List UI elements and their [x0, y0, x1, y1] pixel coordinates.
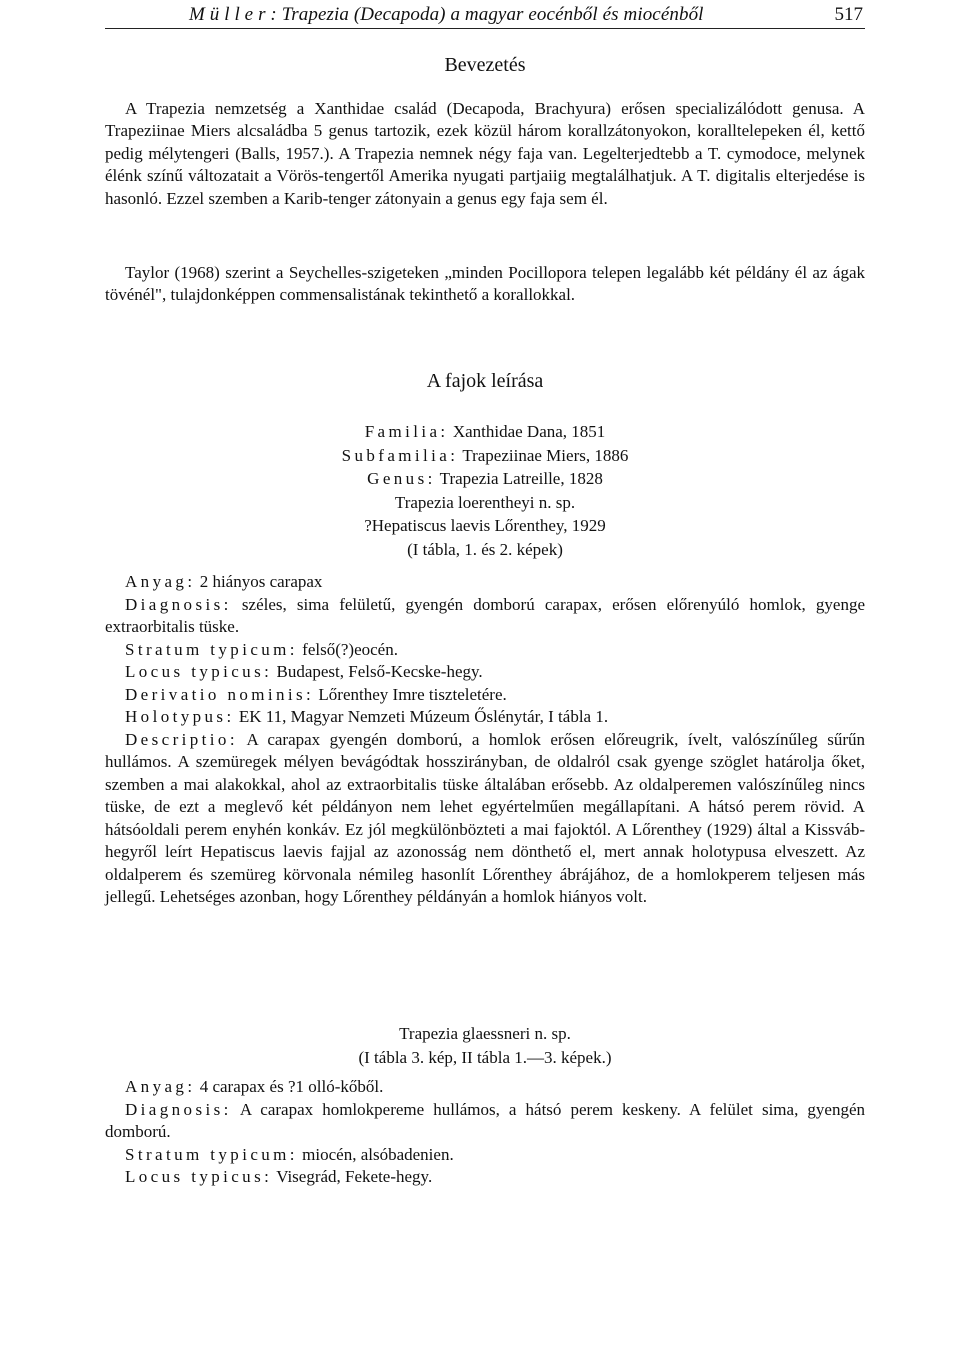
species-2-header — [105, 1022, 865, 1069]
familia-line: Familia: Xanthidae Dana, 1851 — [364, 422, 606, 441]
subfamilia-line: Subfamilia: Trapeziinae Miers, 1886 — [341, 445, 629, 465]
species-1-locus: Locus typicus: Budapest, Felső-Kecske-hegy. — [125, 662, 483, 681]
species-1-name: Trapezia loerentheyi n. sp. — [394, 492, 576, 512]
intro-paragraph-1: A Trapezia nemzetség a Xanthidae család (Decapoda, Brachyura) erősen specializálódott genusa. A Trapeziinae Miers alcsaládba 5 genus tartozik, ezek közül három korallzátonyokon, koralltelepeken él, kettő pedig mélytengeri (Balls, 1957.). A Trapezia nemnek négy faja van. Legelterjedtebb a T. cymodoce, melynek élénk színű változatait a Vörös-tengertől Amerika nyugati partjaiig megtalálhatjuk. A T. digitalis elterjedése is hasonló. Ezzel szemben a Karib-tenger zátonyain a genus egy faja sem él. — [105, 99, 865, 208]
running-head-title: M ü l l e r : Trapezia (Decapoda) a magyar eocénből és miocénből — [189, 4, 704, 25]
species-1-derivatio: Derivatio nominis: Lőrenthey Imre tiszteletére. — [125, 684, 507, 704]
species-2-locus: Locus typicus: Visegrád, Fekete-hegy. — [125, 1167, 433, 1186]
species-1-stratum: Stratum typicum: felső(?)eocén. — [125, 639, 398, 659]
genus-line: Genus: Trapezia Latreille, 1828 — [367, 469, 603, 488]
species-2-stratum: Stratum typicum: miocén, alsóbadenien. — [125, 1144, 454, 1164]
species-1-plates: (I tábla, 1. és 2. képek) — [407, 539, 563, 559]
species-1-diagnosis: Diagnosis: széles, sima felületű, gyengén domború carapax, erősen előrenyúló homlok, gyenge extraorbitalis tüske. — [105, 594, 865, 636]
species-1-synonym: ?Hepatiscus laevis Lőrenthey, 1929 — [364, 516, 606, 535]
species-1-fields — [105, 571, 865, 909]
page-number: 517 — [834, 4, 863, 25]
running-head — [105, 2, 865, 29]
taxonomy-block — [105, 420, 865, 561]
intro-paragraph-2: Taylor (1968) szerint a Seychelles-szigeteken „minden Pocillopora telepen legalább két példány él az ágak tövénél", tulajdonképpen commensalistának tekinthető a korallokkal. — [105, 263, 865, 305]
section-heading-fajok: A fajok leírása — [426, 370, 544, 392]
species-2-plates: (I tábla 3. kép, II tábla 1.—3. képek.) — [358, 1047, 612, 1067]
section-heading-bevezetes: Bevezetés — [444, 54, 526, 76]
species-2-diagnosis: Diagnosis: A carapax homlokpereme hullámos, a hátsó perem keskeny. A felület sima, gyengén domború. — [105, 1099, 865, 1141]
species-2-anyag: Anyag: 4 carapax és ?1 olló-kőből. — [125, 1077, 384, 1096]
species-1-holotypus: Holotypus: EK 11, Magyar Nemzeti Múzeum Őslénytár, I tábla 1. — [125, 707, 609, 726]
species-1-descriptio: Descriptio: A carapax gyengén domború, a homlok erősen előreugrik, ívelt, valószínűleg sűrűn hullámos. A szemüregek mélyen bevágódtak hosszirányban, de oldalról csak gyenge szöglet határolja őket, szemben a mai alakokkal, ahol az extraorbitalis tüske általában erősebb. Az oldalperemen valószínűleg nincs tüske, de ezt a meglevő két példányon nem lehet egyértelműen megállapítani. A hátsó perem rövid. A hátsóoldali perem enyhén konkáv. Ez jól megkülönbözteti a mai fajoktól. A Lőrenthey (1929) által a Kissváb-hegyről leírt Hepatiscus laevis fajjal az azonosság nem dönthető el, mert annak holotypusa elveszett. Az oldalperem és szemüreg körvonala némileg hasonlít Lőrenthey ábrájához, de a homlokperem teljesen más jellegű. Lehetséges azonban, hogy Lőrenthey példányán a homlok hiányos volt. — [105, 729, 865, 906]
species-2-name: Trapezia glaessneri n. sp. — [399, 1024, 571, 1043]
species-1-anyag: Anyag: 2 hiányos carapax — [125, 572, 323, 591]
species-2-fields — [105, 1076, 865, 1189]
